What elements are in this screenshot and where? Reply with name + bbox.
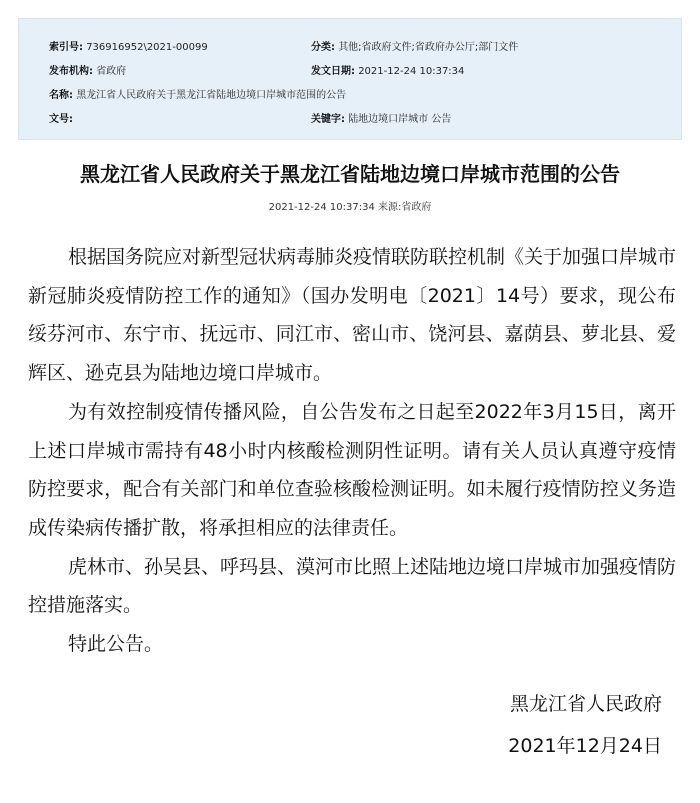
keywords-value: 陆地边境口岸城市 公告	[348, 114, 452, 125]
index-number-value: 736916952\2021-00099	[86, 42, 208, 53]
signature-date: 2021年12月24日	[508, 735, 662, 757]
issuer-field	[49, 65, 126, 79]
category-field	[311, 41, 518, 55]
article-paragraph: 特此公告。	[68, 633, 164, 656]
category-value: 其他;省政府文件;省政府办公厅;部门文件	[338, 42, 519, 53]
category-label: 分类:	[311, 42, 335, 53]
document-info-panel	[18, 18, 682, 140]
issue-date-field	[311, 65, 464, 79]
document-name-label: 名称:	[49, 90, 73, 101]
article-source-line: 2021-12-24 10:37:34 来源:省政府	[268, 202, 432, 213]
article-title: 黑龙江省人民政府关于黑龙江省陆地边境口岸城市范围的公告	[80, 162, 620, 186]
article-paragraph: 为有效控制疫情传播风险，自公告发布之日起至2022年3月15日，离开上述口岸城市需持有48小时内核酸检测阴性证明。请有关人员认真遵守疫情防控要求，配合有关部门和单位查验核酸检测证明。如未履行疫情防控义务造成传染病传播扩散，将承担相应的法律责任。	[28, 400, 676, 539]
keywords-label: 关键字:	[311, 114, 345, 125]
issuer-label: 发布机构:	[49, 66, 93, 77]
article-body	[28, 238, 676, 664]
issue-date-value: 2021-12-24 10:37:34	[358, 66, 465, 77]
document-name-value: 黑龙江省人民政府关于黑龙江省陆地边境口岸城市范围的公告	[76, 90, 347, 101]
issuer-value: 省政府	[96, 66, 127, 77]
document-number-field	[49, 113, 73, 127]
document-name-field	[49, 89, 346, 103]
article-paragraph: 虎林市、孙吴县、呼玛县、漠河市比照上述陆地边境口岸城市加强疫情防控措施落实。	[28, 555, 677, 617]
article-paragraph: 根据国务院应对新型冠状病毒肺炎疫情联防联控机制《关于加强口岸城市新冠肺炎疫情防控工作的通知》（国办发明电〔2021〕14号）要求，现公布绥芬河市、东宁市、抚远市、同江市、密山市、饶河县、嘉荫县、萝北县、爱辉区、逊克县为陆地边境口岸城市。	[28, 246, 677, 385]
index-number-field	[49, 41, 208, 55]
issue-date-label: 发文日期:	[311, 66, 355, 77]
keywords-field	[311, 113, 451, 127]
signature-organization: 黑龙江省人民政府	[509, 693, 662, 715]
index-number-label: 索引号:	[49, 42, 83, 53]
document-number-label: 文号:	[49, 114, 73, 125]
